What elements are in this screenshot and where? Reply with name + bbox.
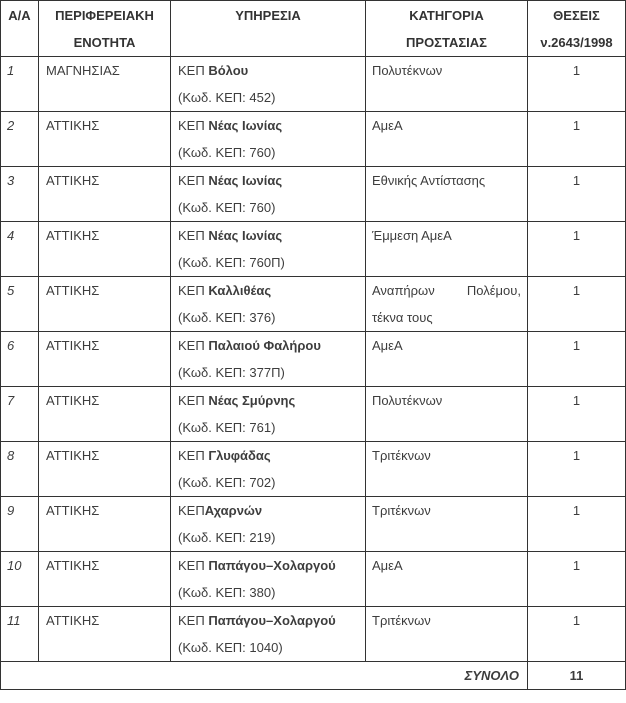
row-perifereia: ΑΤΤΙΚΗΣ: [39, 112, 171, 167]
katigoria-line1: Πολυτέκνων: [372, 393, 443, 408]
row-ypiresia: [171, 387, 366, 442]
row-ypiresia: [171, 442, 366, 497]
kep-prefix: ΚΕΠ: [178, 613, 209, 628]
kep-prefix: ΚΕΠ: [178, 448, 209, 463]
kep-name: Νέας Σμύρνης: [208, 393, 296, 408]
kep-code: (Κωδ. ΚΕΠ: 380): [178, 585, 276, 600]
row-katigoria: [366, 607, 528, 662]
header-theseis: ΘΕΣΕΙΣ ν.2643/1998: [528, 1, 626, 57]
row-ypiresia: [171, 277, 366, 332]
row-katigoria: [366, 387, 528, 442]
kep-name: Καλλιθέας: [208, 283, 272, 298]
kep-code: (Κωδ. ΚΕΠ: 760Π): [178, 255, 285, 270]
row-theseis: 1: [528, 277, 626, 332]
table-row: [1, 57, 626, 112]
row-katigoria: [366, 222, 528, 277]
kep-name: Νέας Ιωνίας: [208, 228, 283, 243]
row-ypiresia: [171, 332, 366, 387]
table-row: [1, 387, 626, 442]
row-katigoria: [366, 167, 528, 222]
row-theseis: 1: [528, 332, 626, 387]
katigoria-line1: Πολυτέκνων: [372, 63, 443, 78]
row-aa: 4: [1, 222, 39, 277]
katigoria-line1: Τριτέκνων: [372, 448, 431, 463]
katigoria-line2: τέκνα τους: [372, 310, 433, 325]
row-aa: 10: [1, 552, 39, 607]
row-katigoria: [366, 552, 528, 607]
header-row: [1, 1, 626, 57]
row-aa: 5: [1, 277, 39, 332]
row-perifereia: ΑΤΤΙΚΗΣ: [39, 332, 171, 387]
row-perifereia: ΜΑΓΝΗΣΙΑΣ: [39, 57, 171, 112]
row-katigoria: [366, 442, 528, 497]
kep-name: Βόλου: [208, 63, 249, 78]
row-aa: 11: [1, 607, 39, 662]
kep-prefix: ΚΕΠ: [178, 283, 209, 298]
row-theseis: 1: [528, 387, 626, 442]
table-row: [1, 607, 626, 662]
kep-name: Παλαιού Φαλήρου: [208, 338, 321, 353]
row-aa: 9: [1, 497, 39, 552]
katigoria-line1: ΑμεΑ: [372, 118, 403, 133]
row-perifereia: ΑΤΤΙΚΗΣ: [39, 222, 171, 277]
row-aa: 8: [1, 442, 39, 497]
katigoria-line1: Έμμεση ΑμεΑ: [372, 228, 452, 243]
kep-code: (Κωδ. ΚΕΠ: 219): [178, 530, 276, 545]
row-perifereia: ΑΤΤΙΚΗΣ: [39, 387, 171, 442]
row-ypiresia: [171, 112, 366, 167]
row-perifereia: ΑΤΤΙΚΗΣ: [39, 277, 171, 332]
katigoria-line1: Τριτέκνων: [372, 613, 431, 628]
row-aa: 7: [1, 387, 39, 442]
total-label: ΣΥΝΟΛΟ: [1, 662, 528, 690]
kep-name: Νέας Ιωνίας: [208, 118, 283, 133]
row-aa: 2: [1, 112, 39, 167]
kep-code: (Κωδ. ΚΕΠ: 702): [178, 475, 276, 490]
row-perifereia: ΑΤΤΙΚΗΣ: [39, 552, 171, 607]
row-theseis: 1: [528, 57, 626, 112]
kep-code: (Κωδ. ΚΕΠ: 377Π): [178, 365, 285, 380]
row-katigoria: [366, 277, 528, 332]
row-theseis: 1: [528, 167, 626, 222]
row-katigoria: [366, 112, 528, 167]
row-katigoria: [366, 57, 528, 112]
kep-name: Παπάγου–Χολαργού: [208, 558, 336, 573]
row-theseis: 1: [528, 222, 626, 277]
table-row: [1, 552, 626, 607]
kep-code: (Κωδ. ΚΕΠ: 1040): [178, 640, 283, 655]
kep-prefix: ΚΕΠ: [178, 393, 209, 408]
row-ypiresia: [171, 222, 366, 277]
kep-code: (Κωδ. ΚΕΠ: 760): [178, 145, 276, 160]
kep-prefix: ΚΕΠ: [178, 173, 209, 188]
row-ypiresia: [171, 552, 366, 607]
katigoria-line1: Αναπήρων Πολέμου,: [372, 283, 521, 298]
kep-prefix: ΚΕΠ: [178, 503, 205, 518]
total-row: [1, 662, 626, 690]
table-row: [1, 112, 626, 167]
table-row: [1, 167, 626, 222]
header-ypiresia: ΥΠΗΡΕΣΙΑ: [171, 1, 366, 57]
table-row: [1, 442, 626, 497]
row-theseis: 1: [528, 112, 626, 167]
header-katigoria: ΚΑΤΗΓΟΡΙΑ ΠΡΟΣΤΑΣΙΑΣ: [366, 1, 528, 57]
kep-name: Αχαρνών: [204, 503, 263, 518]
table-row: [1, 222, 626, 277]
row-theseis: 1: [528, 442, 626, 497]
table-row: [1, 332, 626, 387]
row-aa: 6: [1, 332, 39, 387]
total-value: 11: [528, 662, 626, 690]
kep-code: (Κωδ. ΚΕΠ: 452): [178, 90, 276, 105]
row-perifereia: ΑΤΤΙΚΗΣ: [39, 607, 171, 662]
kep-name: Νέας Ιωνίας: [208, 173, 283, 188]
row-theseis: 1: [528, 552, 626, 607]
table-row: [1, 497, 626, 552]
header-aa: Α/Α: [1, 1, 39, 57]
row-ypiresia: [171, 497, 366, 552]
row-katigoria: [366, 332, 528, 387]
kep-prefix: ΚΕΠ: [178, 228, 209, 243]
row-katigoria: [366, 497, 528, 552]
kep-name: Γλυφάδας: [208, 448, 271, 463]
katigoria-line1: ΑμεΑ: [372, 338, 403, 353]
row-perifereia: ΑΤΤΙΚΗΣ: [39, 442, 171, 497]
kep-prefix: ΚΕΠ: [178, 558, 209, 573]
kep-code: (Κωδ. ΚΕΠ: 376): [178, 310, 276, 325]
row-theseis: 1: [528, 497, 626, 552]
kep-name: Παπάγου–Χολαργού: [208, 613, 336, 628]
row-aa: 3: [1, 167, 39, 222]
header-perifereia: ΠΕΡΙΦΕΡΕΙΑΚΗ ΕΝΟΤΗΤΑ: [39, 1, 171, 57]
row-theseis: 1: [528, 607, 626, 662]
row-ypiresia: [171, 57, 366, 112]
row-aa: 1: [1, 57, 39, 112]
row-perifereia: ΑΤΤΙΚΗΣ: [39, 167, 171, 222]
row-perifereia: ΑΤΤΙΚΗΣ: [39, 497, 171, 552]
katigoria-line1: ΑμεΑ: [372, 558, 403, 573]
kep-prefix: ΚΕΠ: [178, 118, 209, 133]
kep-prefix: ΚΕΠ: [178, 338, 209, 353]
kep-code: (Κωδ. ΚΕΠ: 761): [178, 420, 276, 435]
table-row: [1, 277, 626, 332]
katigoria-line1: Εθνικής Αντίστασης: [372, 173, 486, 188]
row-ypiresia: [171, 167, 366, 222]
row-ypiresia: [171, 607, 366, 662]
kep-prefix: ΚΕΠ: [178, 63, 209, 78]
katigoria-line1: Τριτέκνων: [372, 503, 431, 518]
kep-code: (Κωδ. ΚΕΠ: 760): [178, 200, 276, 215]
